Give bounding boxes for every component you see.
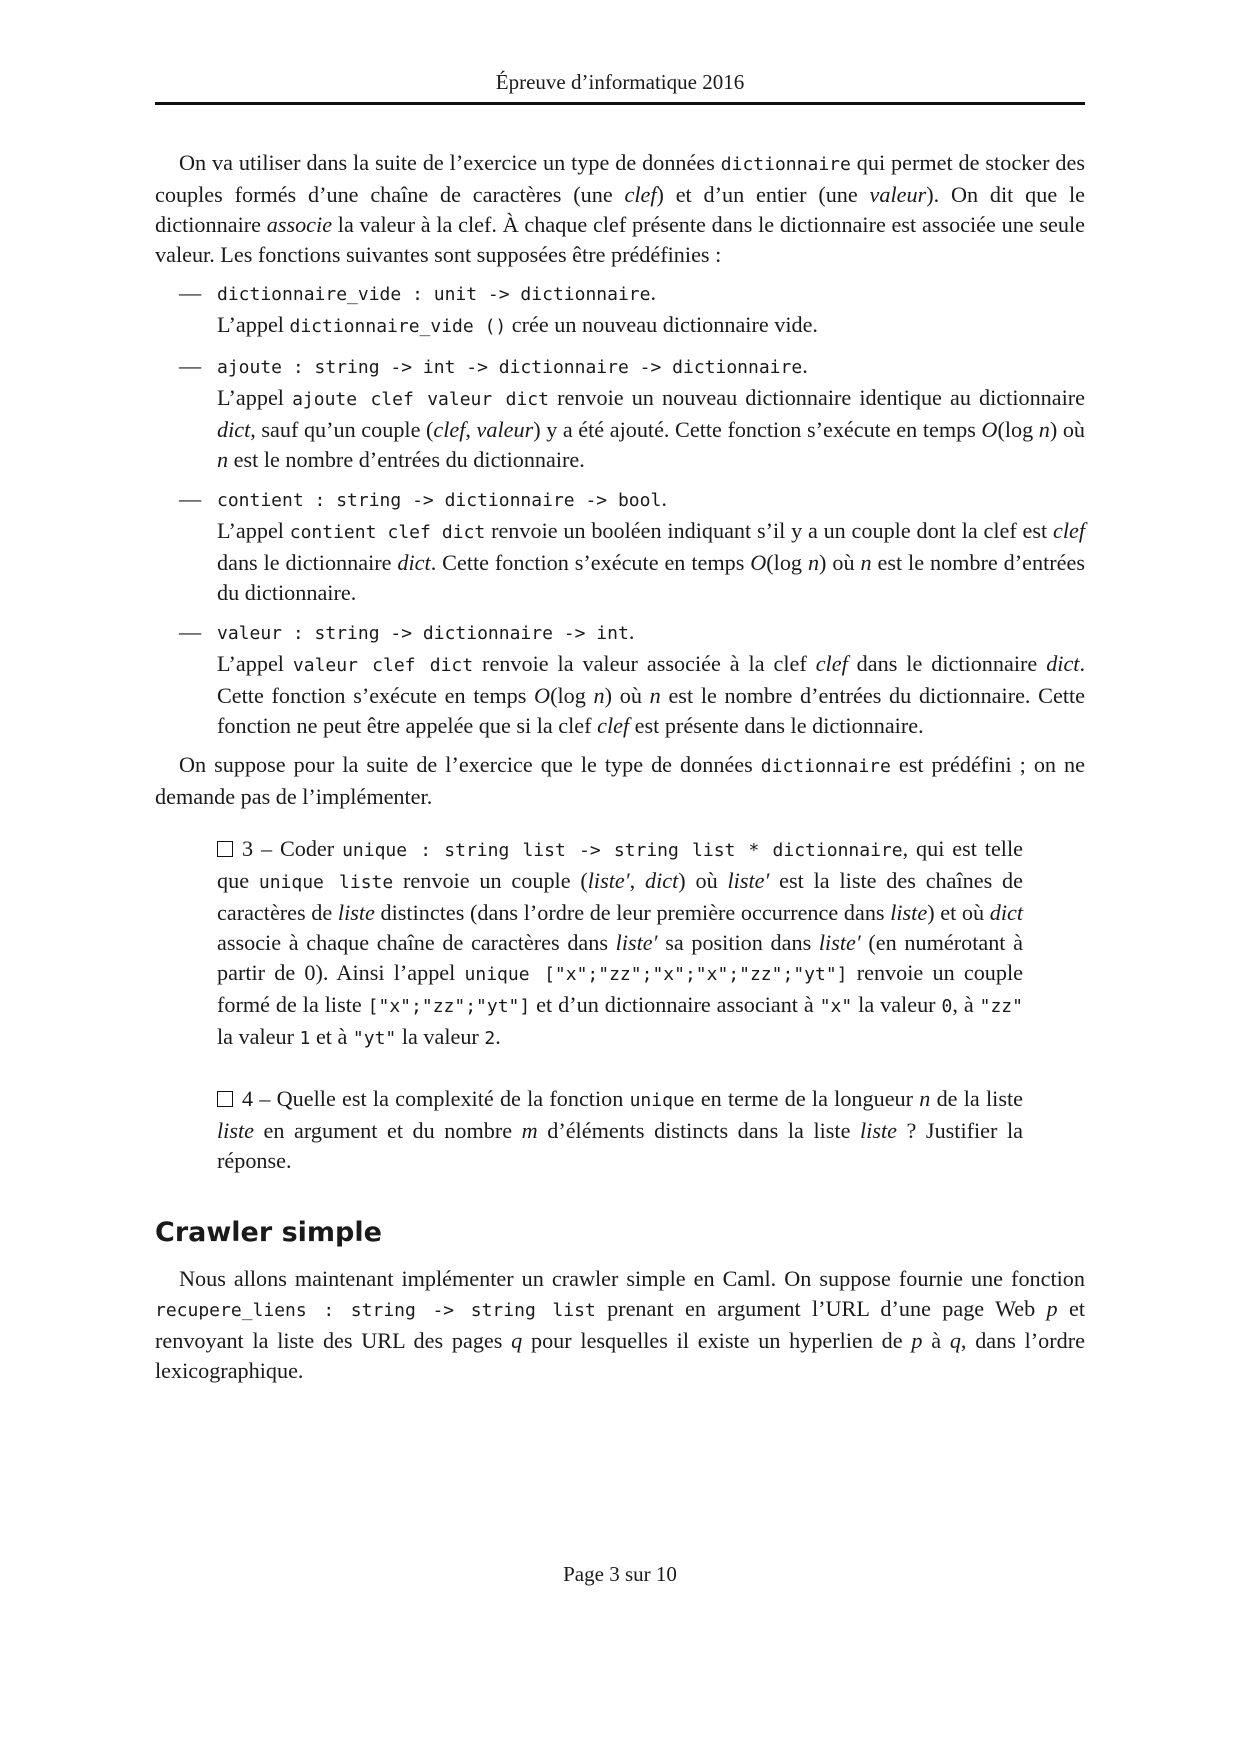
page-number: Page 3 sur 10 xyxy=(563,1562,677,1586)
question-3: 3 – Coder unique : string list -> string list * dictionnaire, qui est telle que unique liste renvoie un couple (liste′, dict) où liste′ est la liste des chaînes de caractères de liste distinctes (dans l’ordre de leur première occurrence dans liste) et où dict associe à chaque chaîne de caractères dans liste′ sa position dans liste′ (en numérotant à partir de 0). Ainsi l’appel unique ["x";"zz";"x";"x";"zz";"yt"] renvoie un couple formé de la liste ["x";"zz";"yt"] et d’un dictionnaire associant à "x" la valeur 0, à "zz" la valeur 1 et à "yt" la valeur 2. xyxy=(217,836,1024,1049)
crawler-paragraph: Nous allons maintenant implémenter un crawler simple en Caml. On suppose fournie une fonction recupere_liens : string -> string list prenant en argument l’URL d’une page Web p et renvoyant la liste des URL des pages q pour lesquelles il existe un hyperlien de p à q, dans l’ordre lexicographique. xyxy=(155,1266,1085,1383)
running-header: Épreuve d’informatique 2016 xyxy=(495,70,745,94)
def-ajoute: — ajoute : string -> int -> dictionnaire -> dictionnaire. L’appel ajoute clef valeur dict renvoie un nouveau dictionnaire identique au dictionnaire dict, sauf qu’un couple (clef, valeur) y a été ajouté. Cette fonction s’exécute en temps O(log n) où n est le nombre d’entrées du dictionnaire. xyxy=(179,353,1086,472)
list-dash: — xyxy=(179,486,202,511)
list-dash: — xyxy=(179,353,202,378)
question-checkbox[interactable] xyxy=(217,841,233,857)
question-checkbox[interactable] xyxy=(217,1091,233,1107)
intro-paragraph: On va utiliser dans la suite de l’exercice un type de données dictionnaire qui permet de stocker des couples formés d’une chaîne de caractères (une clef) et d’un entier (une valeur). On dit que le dictionnaire associe la valeur à la clef. À chaque clef présente dans le dictionnaire est associée une seule valeur. Les fonctions suivantes sont supposées être prédéfinies : xyxy=(155,150,1085,267)
page-body xyxy=(155,148,1085,1386)
section-heading: Crawler simple xyxy=(155,1217,382,1248)
list-dash: — xyxy=(179,619,202,644)
question-4: 4 – Quelle est la complexité de la fonction unique en terme de la longueur n de la liste liste en argument et du nombre m d’éléments distincts dans la liste liste ? Justifier la réponse. xyxy=(217,1086,1023,1173)
function-definitions-list xyxy=(155,278,1085,741)
def-dictionnaire-vide: — dictionnaire_vide : unit -> dictionnaire. L’appel dictionnaire_vide () crée un nouveau dictionnaire vide. xyxy=(179,280,818,337)
def-valeur: — valeur : string -> dictionnaire -> int. L’appel valeur clef dict renvoie la valeur associée à la clef clef dans le dictionnaire dict. Cette fonction s’exécute en temps O(log n) où n est le nombre d’entrées du dictionnaire. Cette fonction ne peut être appelée que si la clef clef est présente dans le dictionnaire. xyxy=(179,619,1086,738)
list-dash: — xyxy=(179,280,202,305)
suppose-paragraph: On suppose pour la suite de l’exercice que le type de données dictionnaire est prédéfini ; on ne demande pas de l’implémenter. xyxy=(155,752,1085,809)
def-contient: — contient : string -> dictionnaire -> bool. L’appel contient clef dict renvoie un booléen indiquant s’il y a un couple dont la clef est clef dans le dictionnaire dict. Cette fonction s’exécute en temps O(log n) où n est le nombre d’entrées du dictionnaire. xyxy=(179,486,1085,605)
header-rule xyxy=(155,102,1085,105)
